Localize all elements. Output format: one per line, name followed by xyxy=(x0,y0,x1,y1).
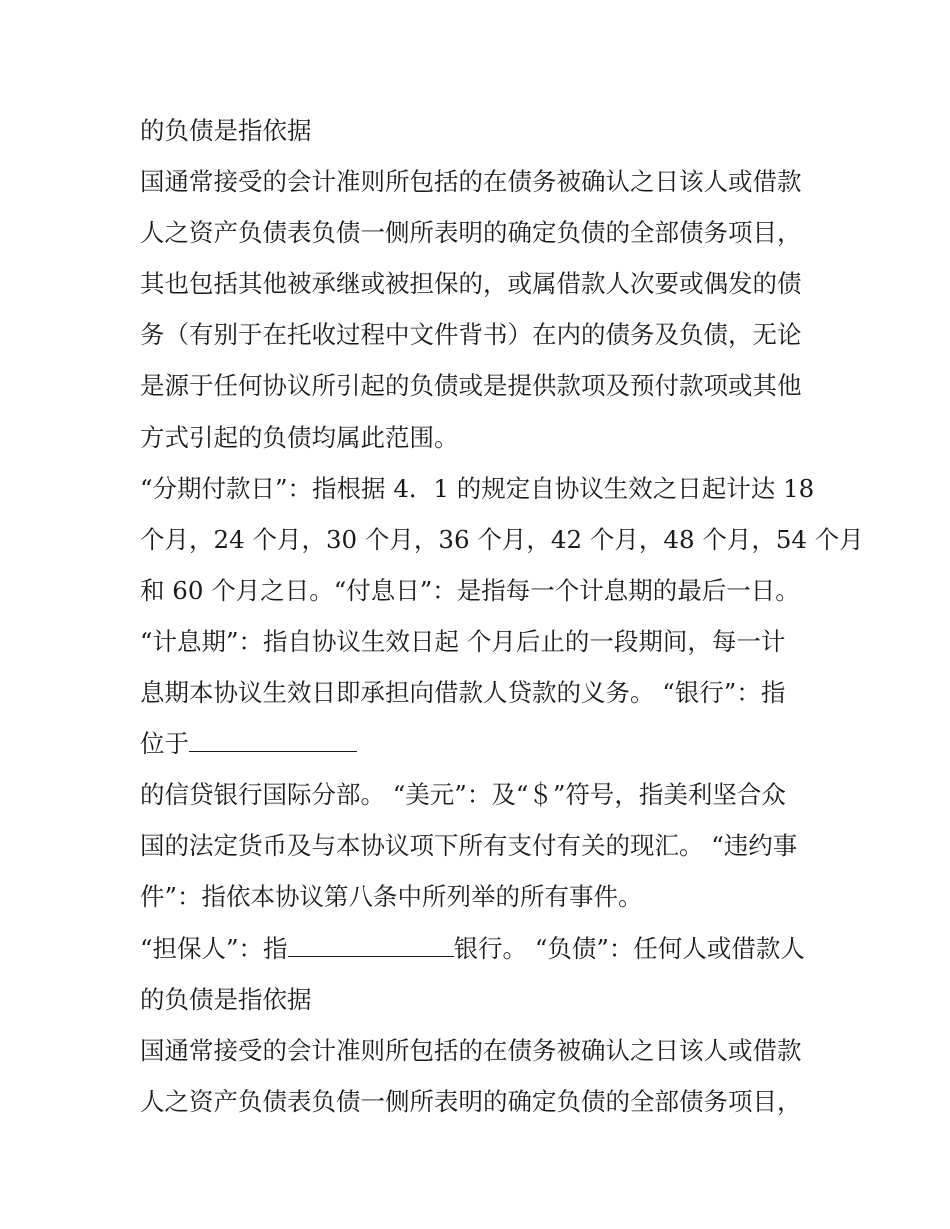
text-line: “计息期”：指自协议生效日起 个月后止的一段期间，每一计 xyxy=(140,626,786,656)
text-line: 人之资产负债表负债一侧所表明的确定负债的全部债务项目， xyxy=(140,218,802,248)
guarantor-blank xyxy=(288,936,454,957)
guarantor-suffix: 银行。 “负债”：任何人或借款人 xyxy=(453,933,805,963)
text-line: 国通常接受的会计准则所包括的在债务被确认之日该人或借款 xyxy=(140,167,802,197)
text-line: 件”：指依本协议第八条中所列举的所有事件。 xyxy=(140,882,643,912)
text-line: 的信贷银行国际分部。 “美元”：及“＄”符号，指美利坚合众 xyxy=(140,780,786,810)
text-line: 人之资产负债表负债一侧所表明的确定负债的全部债务项目， xyxy=(140,1086,802,1116)
text-line: 个月，24 个月，30 个月，36 个月，42 个月，48 个月，54 个月 xyxy=(140,524,864,554)
text-line: 务（有别于在托收过程中文件背书）在内的债务及负债，无论 xyxy=(140,320,802,350)
bank-location-blank xyxy=(189,731,357,752)
guarantor-prefix: “担保人”：指 xyxy=(140,933,288,963)
text-line: 的负债是指依据 xyxy=(140,984,312,1014)
text-line: 其也包括其他被承继或被担保的，或属借款人次要或偶发的债 xyxy=(140,269,802,299)
text-line: 是源于任何协议所引起的负债或是提供款项及预付款项或其他 xyxy=(140,371,802,401)
text-line: 国的法定货币及与本协议项下所有支付有关的现汇。 “违约事 xyxy=(140,831,798,861)
text-line: 和 60 个月之日。“付息日”：是指每一个计息期的最后一日。 xyxy=(140,575,800,605)
document-body xyxy=(140,105,864,1127)
guarantor-line xyxy=(140,923,820,974)
text-line: 息期本协议生效日即承担向借款人贷款的义务。 “银行”：指 xyxy=(140,678,786,708)
text-line: 国通常接受的会计准则所包括的在债务被确认之日该人或借款 xyxy=(140,1035,802,1065)
text-line: 方式引起的负债均属此范围。 xyxy=(140,422,459,452)
text-line: 的负债是指依据 xyxy=(140,116,312,145)
bank-location-line xyxy=(140,718,820,769)
bank-location-prefix: 位于 xyxy=(140,729,189,759)
text-line: “分期付款日”：指根据 4．1 的规定自协议生效之日起计达 18 xyxy=(140,473,815,503)
